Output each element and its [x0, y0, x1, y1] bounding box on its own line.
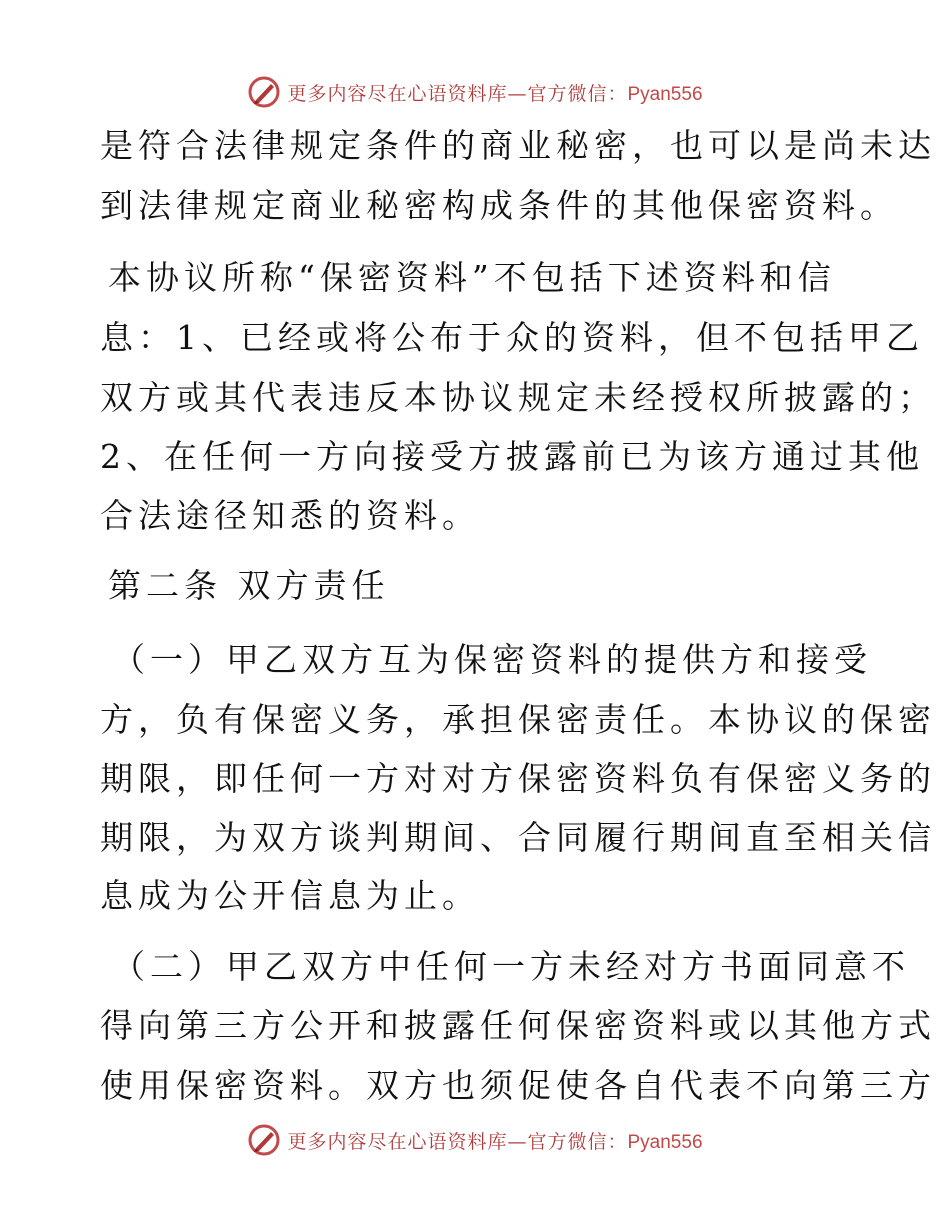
text-line: 2、在任何一方向接受方披露前已为该方通过其他: [100, 437, 924, 476]
footer-watermark: [0, 1120, 950, 1160]
pen-logo-icon: [247, 75, 281, 109]
paragraph-text: 本协议所称“保密资料”不包括下述资料和信: [108, 258, 836, 297]
pen-logo-icon: [247, 1123, 281, 1157]
text-line: 使用保密资料。双方也须促使各自代表不向第三方: [100, 1066, 936, 1105]
text-line: 是符合法律规定条件的商业秘密，也可以是尚未达: [100, 126, 936, 165]
text-line: 息：1、已经或将公布于众的资料，但不包括甲乙: [100, 318, 924, 357]
watermark-text: 更多内容尽在心语资料库—官方微信：Pyan556: [287, 1130, 703, 1153]
section-heading: 第二条 双方责任: [108, 566, 390, 605]
header-watermark: [0, 72, 950, 112]
text-line: 到法律规定商业秘密构成条件的其他保密资料。: [100, 186, 898, 225]
paragraph-text: （一）甲乙双方互为保密资料的提供方和接受: [112, 640, 872, 679]
text-line: 方，负有保密义务，承担保密责任。本协议的保密: [100, 700, 936, 739]
text-line: 双方或其代表违反本协议规定未经授权所披露的；: [100, 378, 936, 417]
text-line: 期限，为双方谈判期间、合同履行期间直至相关信: [100, 818, 936, 857]
text-line: 得向第三方公开和披露任何保密资料或以其他方式: [100, 1006, 936, 1045]
paragraph-text: （二）甲乙双方中任何一方未经对方书面同意不: [112, 947, 910, 986]
watermark-text: 更多内容尽在心语资料库—官方微信：Pyan556: [287, 82, 703, 105]
text-line: 合法途径知悉的资料。: [100, 496, 480, 535]
text-line: 息成为公开信息为止。: [100, 876, 480, 915]
text-line: 期限，即任何一方对对方保密资料负有保密义务的: [100, 759, 936, 798]
